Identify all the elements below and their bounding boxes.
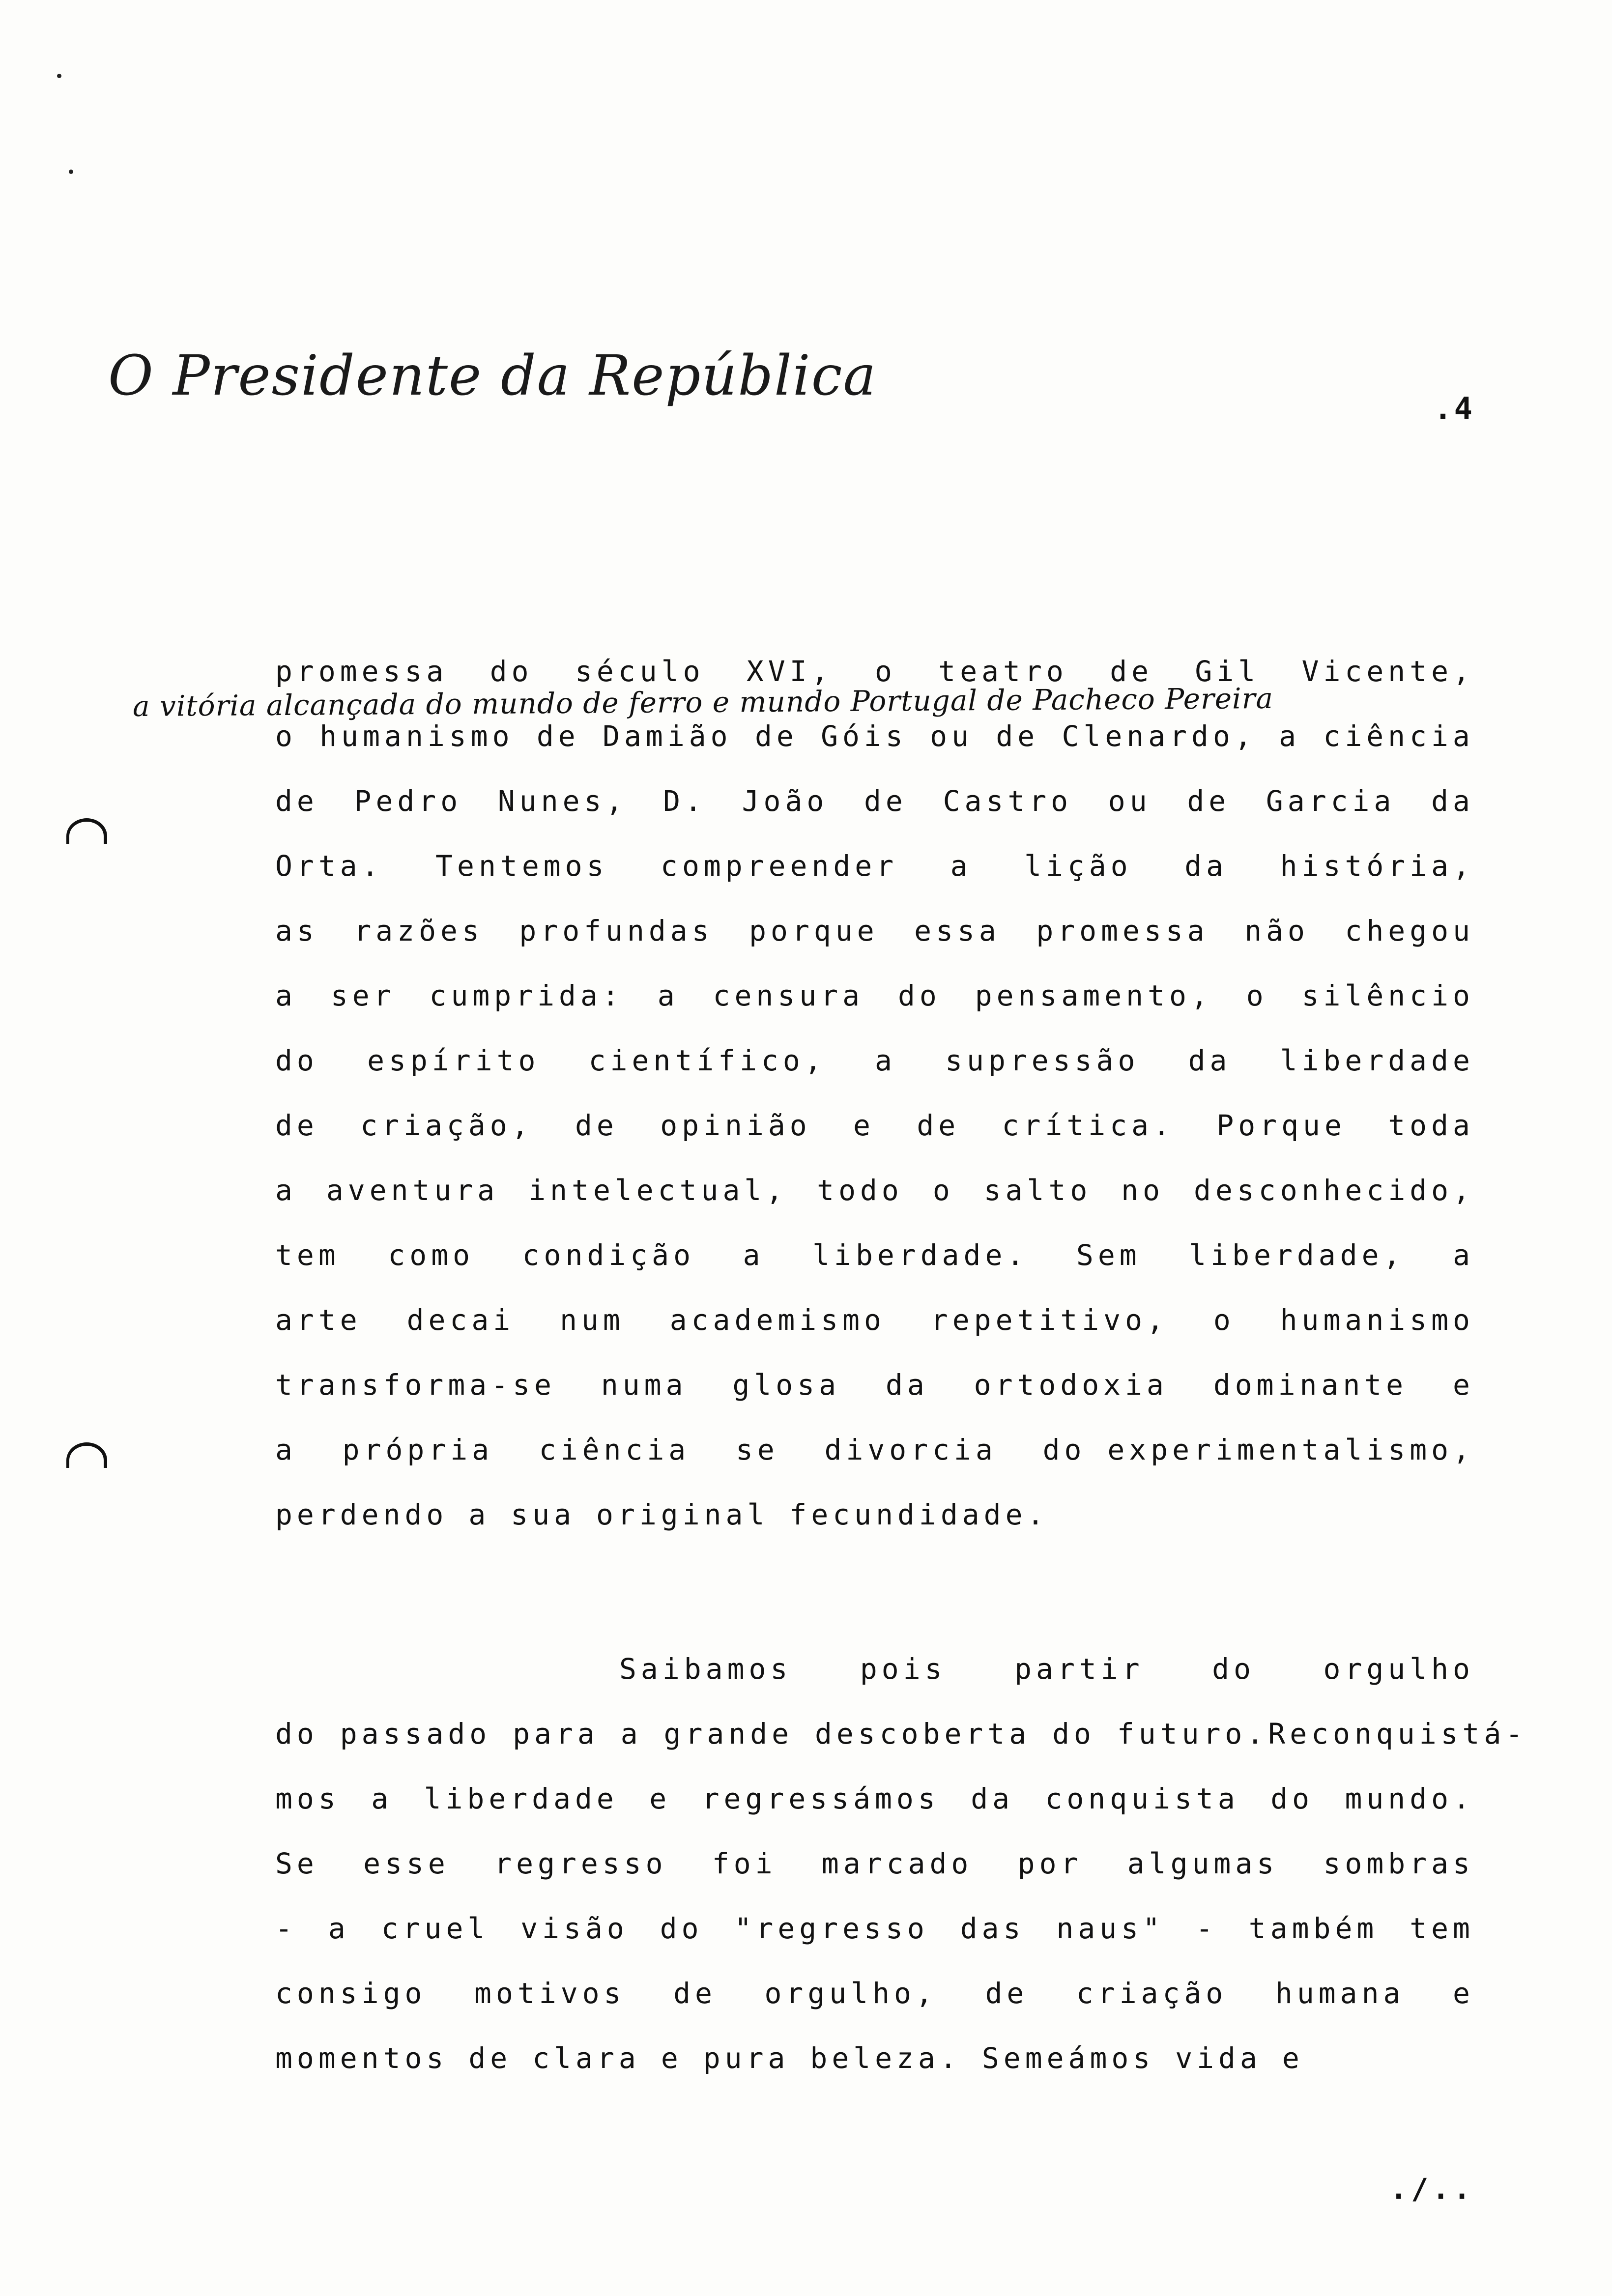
text-line <box>275 1158 1474 1223</box>
word: "regresso <box>734 1912 929 1945</box>
word: Sem <box>1076 1238 1141 1272</box>
word: as <box>275 914 318 947</box>
word: do passado para a grande descoberta do futuro. <box>275 1717 1268 1751</box>
word: liberdade <box>424 1782 618 1815</box>
word: supressão <box>945 1044 1140 1077</box>
word: do <box>897 979 941 1012</box>
word: naus" <box>1056 1912 1165 1945</box>
word: opinião <box>660 1109 811 1142</box>
word: e <box>853 1109 875 1142</box>
word: Góis <box>821 719 907 753</box>
word: original <box>596 1498 769 1531</box>
word: o <box>275 719 297 753</box>
word: ortodoxia <box>974 1368 1168 1402</box>
word: - <box>1195 1912 1217 1945</box>
ink-dot <box>69 170 73 174</box>
word: Saibamos <box>619 1652 792 1686</box>
word: Porque <box>1216 1109 1346 1142</box>
word: decai <box>406 1303 515 1337</box>
word: a <box>371 1782 393 1815</box>
word: Garcia <box>1266 784 1396 818</box>
word: condição <box>522 1238 695 1272</box>
word: criação, <box>360 1109 533 1142</box>
word: de <box>1110 655 1153 688</box>
word: promessa <box>275 655 448 688</box>
word: transforma-se <box>275 1368 556 1402</box>
word: de <box>275 784 318 818</box>
word: Semeámos <box>981 2041 1155 2075</box>
word: intelectual, <box>528 1174 788 1207</box>
word: a <box>328 1912 350 1945</box>
word: Castro <box>943 784 1073 818</box>
word: de <box>468 2041 512 2075</box>
punch-hole-mark <box>66 1442 107 1468</box>
word: de <box>864 784 907 818</box>
word: da <box>971 1782 1014 1815</box>
word: criação <box>1076 1977 1228 2010</box>
word: ou <box>930 719 973 753</box>
word: do <box>275 1044 318 1077</box>
text-line <box>275 1961 1474 2026</box>
word: e <box>1453 1368 1474 1402</box>
word: Pedro <box>354 784 462 818</box>
word: razões <box>354 914 484 947</box>
word: humanismo <box>1280 1303 1474 1337</box>
text-line <box>275 769 1474 833</box>
word: motivos <box>474 1977 626 2010</box>
word: científico, <box>588 1044 826 1077</box>
word: liberdade, <box>1189 1238 1405 1272</box>
word: mos <box>275 1782 340 1815</box>
word: espírito <box>367 1044 540 1077</box>
word: regressámos <box>702 1782 940 1815</box>
text-line <box>275 1417 1474 1482</box>
word: humanismo <box>319 719 514 753</box>
word: num <box>560 1303 625 1337</box>
word: beleza. <box>810 2041 961 2075</box>
word: repetitivo, <box>930 1303 1168 1337</box>
text-line <box>275 1482 1474 1547</box>
word: fecundidade. <box>789 1498 1049 1531</box>
word: teatro <box>938 655 1068 688</box>
text-line <box>275 1028 1474 1093</box>
page-number: .4 <box>1434 391 1474 427</box>
text-line <box>275 2026 1474 2091</box>
text-line <box>275 1288 1474 1352</box>
word: censura <box>713 979 864 1012</box>
word: momentos <box>275 2041 448 2075</box>
word: e <box>1282 2041 1304 2075</box>
word: de <box>985 1977 1029 2010</box>
word: pura <box>703 2041 790 2075</box>
word: do experimentalismo, <box>1042 1433 1474 1466</box>
word: o <box>1246 979 1268 1012</box>
word: de <box>996 719 1039 753</box>
word: e <box>649 1782 671 1815</box>
text-line <box>275 639 1474 704</box>
word: do <box>1212 1652 1255 1686</box>
word: academismo <box>669 1303 886 1337</box>
word: dominante <box>1213 1368 1408 1402</box>
word: marcado <box>821 1847 973 1880</box>
word: o <box>1213 1303 1235 1337</box>
word: de <box>275 1109 318 1142</box>
word: pois <box>860 1652 947 1686</box>
word: XVI, <box>746 655 833 688</box>
word: história, <box>1280 849 1474 883</box>
word: liberdade. <box>812 1238 1029 1272</box>
word: Vicente, <box>1301 655 1474 688</box>
word: foi <box>712 1847 777 1880</box>
word: de <box>917 1109 960 1142</box>
word: porque <box>749 914 879 947</box>
word: partir <box>1014 1652 1144 1686</box>
word: regresso <box>494 1847 667 1880</box>
word: de <box>1187 784 1231 818</box>
word: mundo. <box>1345 1782 1474 1815</box>
word: a <box>275 979 297 1012</box>
text-line <box>275 963 1474 1028</box>
word: orgulho <box>1323 1652 1474 1686</box>
word: Tentemos <box>435 849 608 883</box>
word: divorcia <box>824 1433 997 1466</box>
word: ser <box>330 979 396 1012</box>
word: Se <box>275 1847 318 1880</box>
word: pensamento, <box>975 979 1212 1012</box>
word: orgulho, <box>764 1977 937 2010</box>
text-line <box>275 1896 1474 1961</box>
word: a <box>468 1498 490 1531</box>
word: - <box>275 1912 297 1945</box>
word: de <box>575 1109 618 1142</box>
word: da <box>885 1368 929 1402</box>
word: salto <box>983 1174 1092 1207</box>
word: visão <box>520 1912 629 1945</box>
word: o <box>932 1174 954 1207</box>
text-line <box>275 1093 1474 1158</box>
word: promessa <box>1036 914 1209 947</box>
word: vida <box>1175 2041 1262 2075</box>
word: essa <box>914 914 1001 947</box>
word: liberdade <box>1280 1044 1474 1077</box>
word: D. <box>663 784 706 818</box>
text-line <box>275 704 1474 769</box>
word: própria <box>342 1433 494 1466</box>
text-line <box>275 898 1474 963</box>
word: século <box>575 655 705 688</box>
paragraph-1 <box>275 639 1474 1547</box>
word: da <box>1188 1044 1232 1077</box>
punch-hole-mark <box>66 818 107 844</box>
word: arte <box>275 1303 362 1337</box>
word: ou <box>1108 784 1151 818</box>
word: tem <box>1410 1912 1474 1945</box>
word: consigo <box>275 1977 427 2010</box>
word: e <box>1453 1977 1474 2010</box>
word: toda <box>1388 1109 1474 1142</box>
word: da <box>1184 849 1228 883</box>
word: por <box>1017 1847 1083 1880</box>
word: do <box>489 655 533 688</box>
word: não <box>1244 914 1309 947</box>
word: também <box>1248 1912 1379 1945</box>
word: esse <box>363 1847 450 1880</box>
word: do <box>1270 1782 1314 1815</box>
word: aventura <box>326 1174 499 1207</box>
word: das <box>960 1912 1025 1945</box>
word: de <box>536 719 580 753</box>
word: João <box>742 784 829 818</box>
word: cruel <box>381 1912 489 1945</box>
word: no <box>1121 1174 1165 1207</box>
word: numa <box>601 1368 688 1402</box>
word: todo <box>817 1174 903 1207</box>
word: glosa <box>732 1368 841 1402</box>
word: conquista <box>1045 1782 1239 1815</box>
text-line <box>275 1223 1474 1288</box>
word: tem <box>275 1238 340 1272</box>
word: a <box>743 1238 765 1272</box>
word: de <box>754 719 798 753</box>
text-line <box>275 833 1474 898</box>
word: compreender <box>661 849 898 883</box>
letterhead-title: O Presidente da República <box>108 344 877 408</box>
word: a <box>1453 1238 1474 1272</box>
word: ciência <box>1323 719 1474 753</box>
ink-dot <box>57 74 61 78</box>
word: da <box>1431 784 1474 818</box>
word: Orta. <box>275 849 383 883</box>
word: desconhecido, <box>1194 1174 1474 1207</box>
word: humana <box>1275 1977 1405 2010</box>
text-line <box>275 1352 1474 1417</box>
text-line <box>275 1831 1474 1896</box>
word: a <box>657 979 679 1012</box>
word: se <box>735 1433 779 1466</box>
word: como <box>388 1238 475 1272</box>
word: profundas <box>519 914 714 947</box>
word: clara <box>532 2041 640 2075</box>
word: a <box>950 849 972 883</box>
word: do <box>660 1912 703 1945</box>
word: algumas <box>1127 1847 1279 1880</box>
word: ciência <box>539 1433 691 1466</box>
word: a <box>1279 719 1301 753</box>
word: Clenardo, <box>1062 719 1256 753</box>
word: Reconquistá- <box>1268 1717 1527 1751</box>
word: lição <box>1024 849 1132 883</box>
word: Nunes, <box>497 784 628 818</box>
word: cumprida: <box>429 979 624 1012</box>
handwritten-annotation: a vitória alcançada do mundo de ferro e mundo Portugal de Pacheco Pereira <box>132 681 1274 723</box>
word: Gil <box>1195 655 1260 688</box>
word: o <box>874 655 896 688</box>
word: a <box>275 1433 297 1466</box>
word: chegou <box>1345 914 1474 947</box>
word: Damião <box>603 719 732 753</box>
word: sua <box>511 1498 576 1531</box>
word: de <box>673 1977 717 2010</box>
word: sombras <box>1323 1847 1474 1880</box>
paragraph-2 <box>275 1636 1527 2091</box>
word: crítica. <box>1002 1109 1175 1142</box>
word: silêncio <box>1301 979 1474 1012</box>
text-line <box>275 1701 1527 1766</box>
word: a <box>874 1044 896 1077</box>
word: perdendo <box>275 1498 448 1531</box>
text-line <box>275 1766 1474 1831</box>
continuation-mark: ./.. <box>1390 2172 1474 2206</box>
word: e <box>661 2041 683 2075</box>
word: a <box>275 1174 297 1207</box>
text-line <box>275 1636 1474 1701</box>
